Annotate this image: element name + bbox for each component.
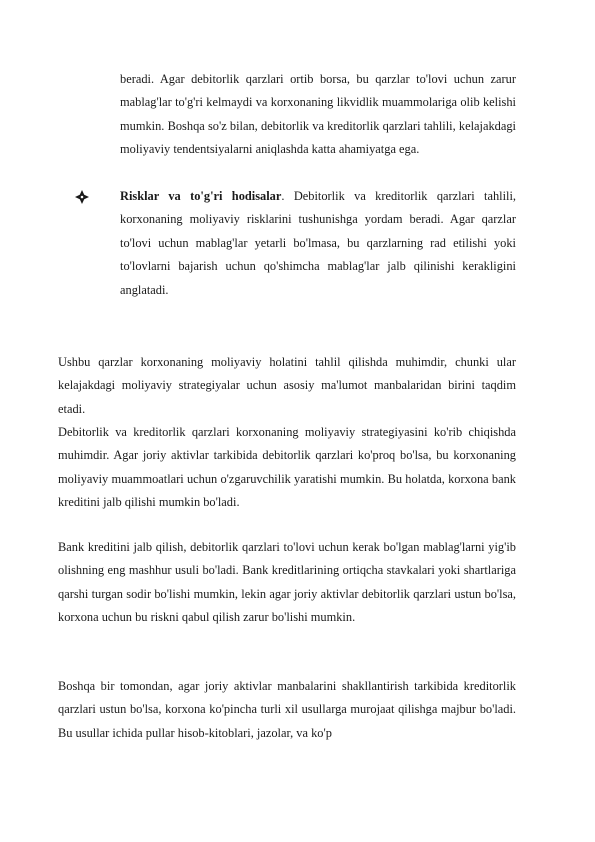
paragraph-2: Debitorlik va kreditorlik qarzlari korxonaning moliyaviy strategiyasini ko'rib chiqishda muhimdir. Agar joriy aktivlar tarkibida debitorlik qarzlari ko'proq bo'lsa, bu korxonaning moliyaviy muammoatlari uchun o'zgaruvchilik yaratishi mumkin. Bu holatda, korxona bank kreditini jalb qilishi mumkin bo'ladi.	[58, 425, 516, 510]
bullet-bold-lead: Risklar va to'g'ri hodisalar	[120, 189, 282, 203]
paragraph-4: Boshqa bir tomondan, agar joriy aktivlar manbalarini shakllantirish tarkibida kreditorlik qarzlari ustun bo'lsa, korxona ko'pincha turli xil usullarga murojaat qilishga majbur bo'ladi. Bu usullar ichida pullar hisob-kitoblari, jazolar, va ko'p	[58, 679, 516, 740]
continuation-paragraph: beradi. Agar debitorlik qarzlari ortib borsa, bu qarzlar to'lovi uchun zarur mablag'lar to'g'ri kelmaydi va korxonaning likvidlik muammolariga olib kelishi mumkin. Boshqa so'z bilan, debitorlik va kreditorlik qarzlari tahlili, kelajakdagi moliyaviy tendentsiyalarni aniqlashda katta ahamiyatga ega.	[120, 72, 516, 157]
bullet-text	[120, 185, 516, 302]
bullet-item	[75, 185, 516, 302]
bullet-body: . Debitorlik va kreditorlik qarzlari tahlili, korxonaning moliyaviy risklarini tushunishga yordam beradi. Agar qarzlar to'lovi uchun mablag'lar yetarli bo'lmasa, bu qarzlarning rad etilishi yoki to'lovlarni bajarish uchun qo'shimcha mablag'lar jalb qilinishi kerakligini anglatadi.	[120, 189, 517, 297]
diamond-bullet-icon	[75, 190, 89, 204]
paragraph-1: Ushbu qarzlar korxonaning moliyaviy holatini tahlil qilishda muhimdir, chunki ular kelajakdagi moliyaviy strategiyalar uchun asosiy ma'lumot manbalaridan birini taqdim etadi.	[58, 355, 516, 416]
paragraph-3: Bank kreditini jalb qilish, debitorlik qarzlari to'lovi uchun kerak bo'lgan mablag'larni yig'ib olishning eng mashhur usuli bo'ladi. Bank kreditlarining ortiqcha stavkalari yoki shartlariga qarshi turgan sodir bo'lishi mumkin, lekin agar joriy aktivlar debitorlik qarzlari ustun bo'lsa, korxona uchun bu riskni qabul qilish zarur bo'lishi mumkin.	[58, 540, 516, 625]
